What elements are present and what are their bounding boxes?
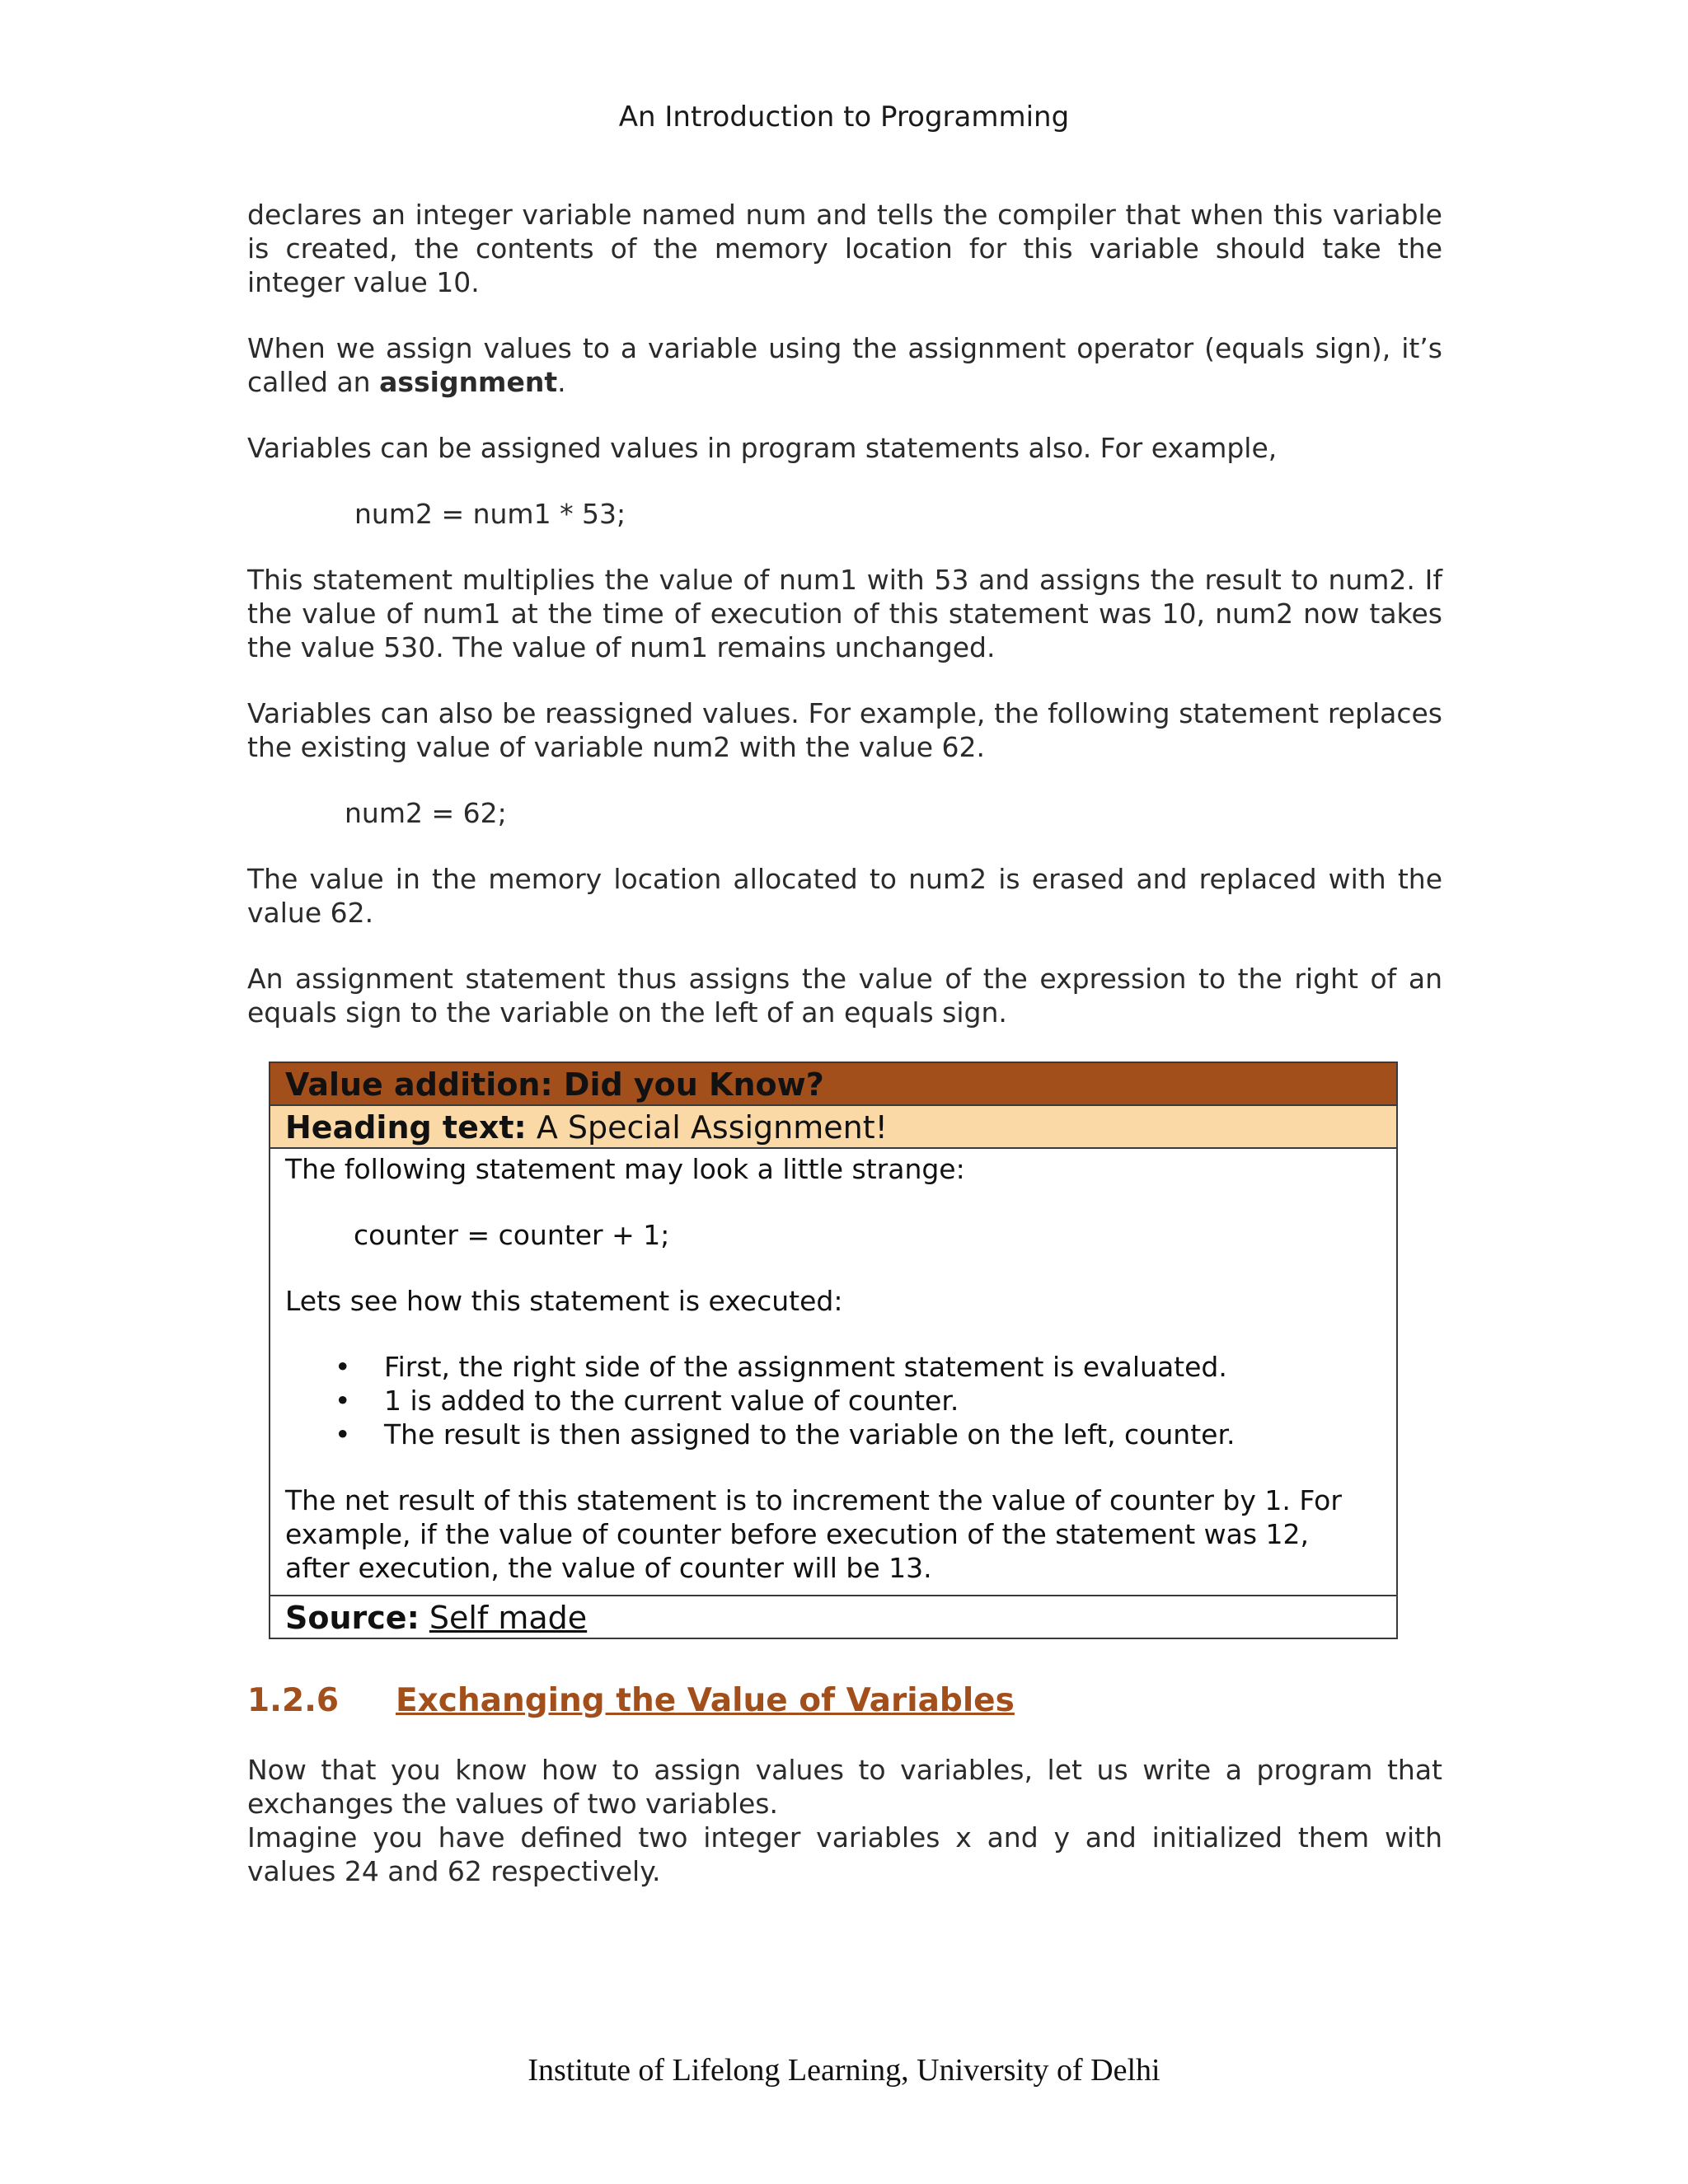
value-addition-box — [269, 1062, 1398, 1639]
list-item — [285, 1384, 1381, 1418]
list-item — [285, 1418, 1381, 1451]
section-number: 1.2.6 — [247, 1682, 340, 1719]
source-label: Source: — [285, 1600, 420, 1636]
paragraph: Variables can be assigned values in program statements also. For example, — [247, 432, 1278, 464]
bullet-icon: • — [335, 1351, 351, 1383]
page-header: An Introduction to Programming — [618, 101, 1070, 134]
list-item-text: First, the right side of the assignment statement is evaluated. — [384, 1351, 1227, 1383]
paragraph: An assignment statement thus assigns the value of the expression to the right of an equals sign to the variable on the left of an equals sign. — [247, 963, 1442, 1029]
box-source — [270, 1596, 1396, 1638]
paragraph: The value in the memory location allocated to num2 is erased and replaced with the value 62. — [247, 863, 1442, 929]
text-run: . — [557, 366, 566, 398]
page-footer: Institute of Lifelong Learning, University of Delhi — [528, 2053, 1160, 2088]
box-heading — [270, 1106, 1396, 1149]
box-paragraph: The following statement may look a little strange: — [285, 1153, 965, 1185]
bullet-icon: • — [335, 1418, 351, 1451]
box-body — [270, 1149, 1396, 1596]
code-line: num2 = num1 * 53; — [354, 498, 626, 530]
bold-term: assignment — [379, 366, 558, 398]
paragraph: Variables can also be reassigned values. For example, the following statement replaces the existing value of variable num2 with the value 62. — [247, 697, 1442, 763]
paragraph: Now that you know how to assign values to variables, let us write a program that exchanges the values of two variables. — [247, 1754, 1442, 1820]
box-code-line: counter = counter + 1; — [354, 1219, 670, 1251]
list-item-text: 1 is added to the current value of counter. — [384, 1385, 959, 1417]
paragraph: This statement multiplies the value of num1 with 53 and assigns the result to num2. If the value of num1 at the time of execution of this statement was 10, num2 now takes the value 530. The value of num1 remains unchanged. — [247, 564, 1442, 663]
box-paragraph: Lets see how this statement is executed: — [285, 1285, 843, 1317]
text-run: When we assign values to a variable using the assignment operator (equals sign), it’s called an — [247, 332, 1442, 398]
section-heading — [247, 1680, 1442, 1722]
paragraph — [247, 331, 1442, 399]
section-title: Exchanging the Value of Variables — [396, 1682, 1015, 1719]
paragraph: Imagine you have defined two integer variables x and y and initialized them with values 24 and 62 respectively. — [247, 1821, 1442, 1887]
bullet-list — [285, 1350, 1381, 1451]
box-heading-label: Heading text: — [285, 1109, 527, 1146]
box-title: Value addition: Did you Know? — [270, 1063, 1396, 1106]
list-item-text: The result is then assigned to the variable on the left, counter. — [384, 1418, 1236, 1451]
code-line: num2 = 62; — [345, 797, 507, 829]
box-heading-value: A Special Assignment! — [526, 1109, 888, 1146]
box-paragraph: The net result of this statement is to increment the value of counter by 1. For example, if the value of counter before execution of the statement was 12, after execution, the value of counter will be 13. — [285, 1484, 1342, 1584]
paragraph: declares an integer variable named num and tells the compiler that when this variable is created, the contents of the memory location for this variable should take the integer value 10. — [247, 199, 1442, 298]
bullet-icon: • — [335, 1385, 351, 1417]
document-body — [247, 198, 1442, 1920]
source-link[interactable]: Self made — [429, 1600, 588, 1636]
list-item — [285, 1350, 1381, 1384]
